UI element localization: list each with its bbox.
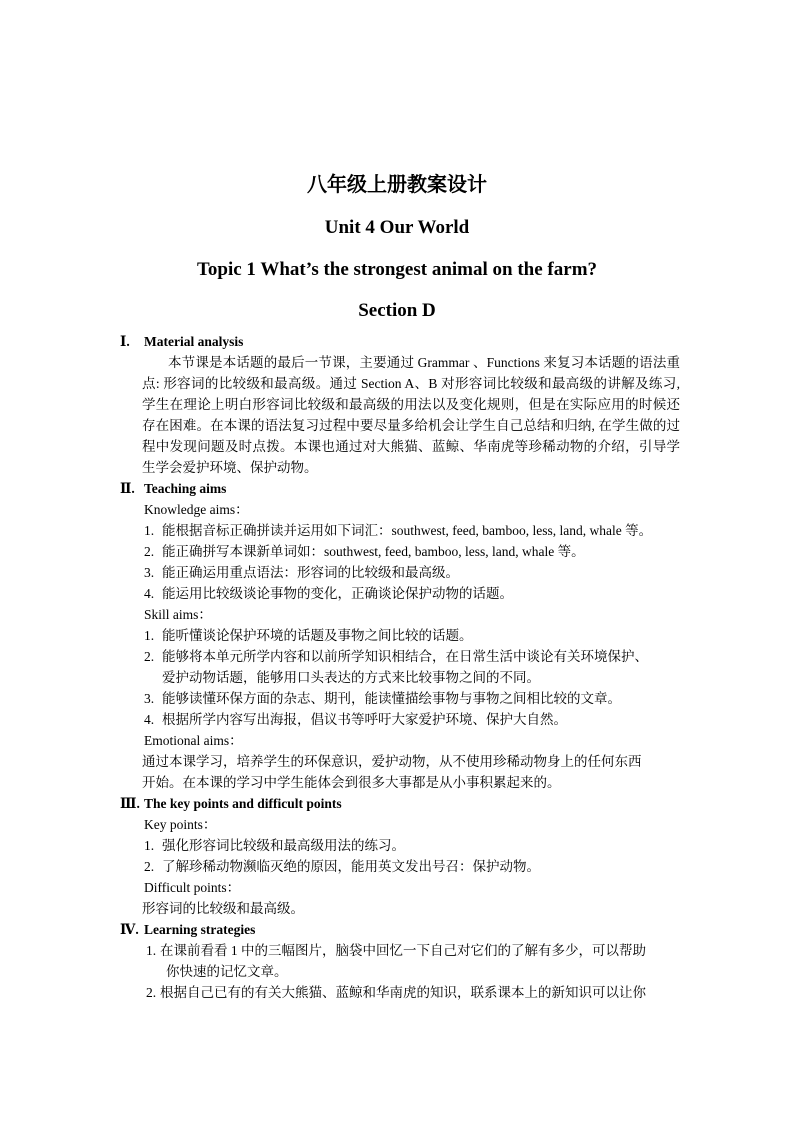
knowledge-aims-label: Knowledge aims： bbox=[144, 502, 249, 517]
lesson-plan-body bbox=[120, 331, 680, 1003]
item-text: 能运用比较级谈论事物的变化，正确谈论保护动物的话题。 bbox=[162, 586, 513, 601]
key-points-heading bbox=[120, 793, 680, 814]
section-title: Learning strategies bbox=[144, 922, 256, 937]
item-text: 在课前看看 1 中的三幅图片，脑袋中回忆一下自己对它们的了解有多少，可以帮助 bbox=[160, 943, 646, 958]
list-item bbox=[144, 709, 680, 730]
item-number: 2. bbox=[144, 544, 155, 559]
section-number: Ⅱ. bbox=[120, 481, 135, 496]
item-text: 能正确拼写本课新单词如：southwest, feed, bamboo, less, land, whale 等。 bbox=[162, 544, 585, 559]
item-text-continued: 你快速的记忆文章。 bbox=[166, 964, 288, 979]
item-text-continued: 爱护动物话题，能够用口头表达的方式来比较事物之间的不同。 bbox=[162, 670, 540, 685]
section-title: Teaching aims bbox=[144, 481, 227, 496]
item-text: 能够读懂环保方面的杂志、期刊，能读懂描绘事物与事物之间相比较的文章。 bbox=[162, 691, 621, 706]
section-number: Ⅲ. bbox=[120, 796, 140, 811]
skill-aims-label: Skill aims： bbox=[144, 607, 212, 622]
section-number: Ⅳ. bbox=[120, 922, 139, 937]
section-title: Material analysis bbox=[144, 334, 244, 349]
list-item bbox=[144, 562, 680, 583]
list-item bbox=[144, 646, 680, 688]
item-number: 2. bbox=[144, 649, 155, 664]
item-number: 1. bbox=[146, 943, 157, 958]
knowledge-aims-list bbox=[120, 520, 680, 604]
section-heading: Section D bbox=[358, 300, 436, 321]
item-text: 能听懂谈论保护环境的话题及事物之间比较的话题。 bbox=[162, 628, 473, 643]
key-points-list bbox=[120, 835, 680, 877]
skill-aims-list bbox=[120, 625, 680, 730]
item-number: 4. bbox=[144, 586, 155, 601]
item-number: 1. bbox=[144, 838, 155, 853]
unit-heading: Unit 4 Our World bbox=[324, 217, 470, 238]
list-item bbox=[144, 835, 680, 856]
material-analysis-paragraph: 本节课是本话题的最后一节课，主要通过 Grammar 、Functions 来复习本话题的语法重点: 形容词的比较级和最高级。通过 Section A、B 对形容词比较级和最高级的讲解及练习, 学生在理论上明白形容词比较级和最高级的用法以及变化规则，但是在实际应用的时候还存在困难。在本课的语法复习过程中要尽量多给机会让学生自己总结和归纳, 在学生做的过程中发现问题及时点拨。本课也通过对大熊猫、蓝鲸、华南虎等珍稀动物的介绍，引导学生学会爱护环境、保护动物。 bbox=[142, 355, 680, 475]
list-item bbox=[144, 541, 680, 562]
item-number: 4. bbox=[144, 712, 155, 727]
list-item bbox=[146, 982, 680, 1003]
topic-heading: Topic 1 What’s the strongest animal on the farm? bbox=[196, 259, 598, 280]
list-item bbox=[144, 583, 680, 604]
emotional-aims-label: Emotional aims： bbox=[144, 733, 243, 748]
learning-strategies-list bbox=[120, 940, 680, 1003]
item-text: 能正确运用重点语法：形容词的比较级和最高级。 bbox=[162, 565, 459, 580]
emotional-aims-line: 通过本课学习，培养学生的环保意识，爱护动物，从不使用珍稀动物身上的任何东西 bbox=[142, 754, 642, 769]
document-title: 八年级上册教案设计 bbox=[307, 174, 487, 196]
section-title: The key points and difficult points bbox=[144, 796, 342, 811]
item-number: 2. bbox=[146, 985, 157, 1000]
material-analysis-heading bbox=[120, 331, 680, 352]
teaching-aims-heading bbox=[120, 478, 680, 499]
item-number: 3. bbox=[144, 565, 155, 580]
item-text: 根据自己已有的有关大熊猫、蓝鲸和华南虎的知识，联系课本上的新知识可以让你 bbox=[160, 985, 646, 1000]
item-number: 3. bbox=[144, 691, 155, 706]
emotional-aims-line: 开始。在本课的学习中学生能体会到很多大事都是从小事积累起来的。 bbox=[142, 775, 561, 790]
list-item bbox=[144, 856, 680, 877]
item-text: 强化形容词比较级和最高级用法的练习。 bbox=[162, 838, 405, 853]
key-points-label: Key points： bbox=[144, 817, 217, 832]
learning-strategies-heading bbox=[120, 919, 680, 940]
section-number: Ⅰ. bbox=[120, 334, 130, 349]
list-item bbox=[146, 940, 680, 982]
item-text: 能够将本单元所学内容和以前所学知识相结合，在日常生活中谈论有关环境保护、 bbox=[162, 649, 648, 664]
item-text: 能根据音标正确拼读并运用如下词汇：southwest, feed, bamboo, less, land, whale 等。 bbox=[162, 523, 653, 538]
item-text: 根据所学内容写出海报，倡议书等呼吁大家爱护环境、保护大自然。 bbox=[162, 712, 567, 727]
list-item bbox=[144, 688, 680, 709]
list-item bbox=[144, 520, 680, 541]
item-number: 1. bbox=[144, 628, 155, 643]
item-number: 2. bbox=[144, 859, 155, 874]
difficult-points-text: 形容词的比较级和最高级。 bbox=[142, 901, 304, 916]
list-item bbox=[144, 625, 680, 646]
item-text: 了解珍稀动物濒临灭绝的原因，能用英文发出号召：保护动物。 bbox=[162, 859, 540, 874]
difficult-points-label: Difficult points： bbox=[144, 880, 241, 895]
item-number: 1. bbox=[144, 523, 155, 538]
